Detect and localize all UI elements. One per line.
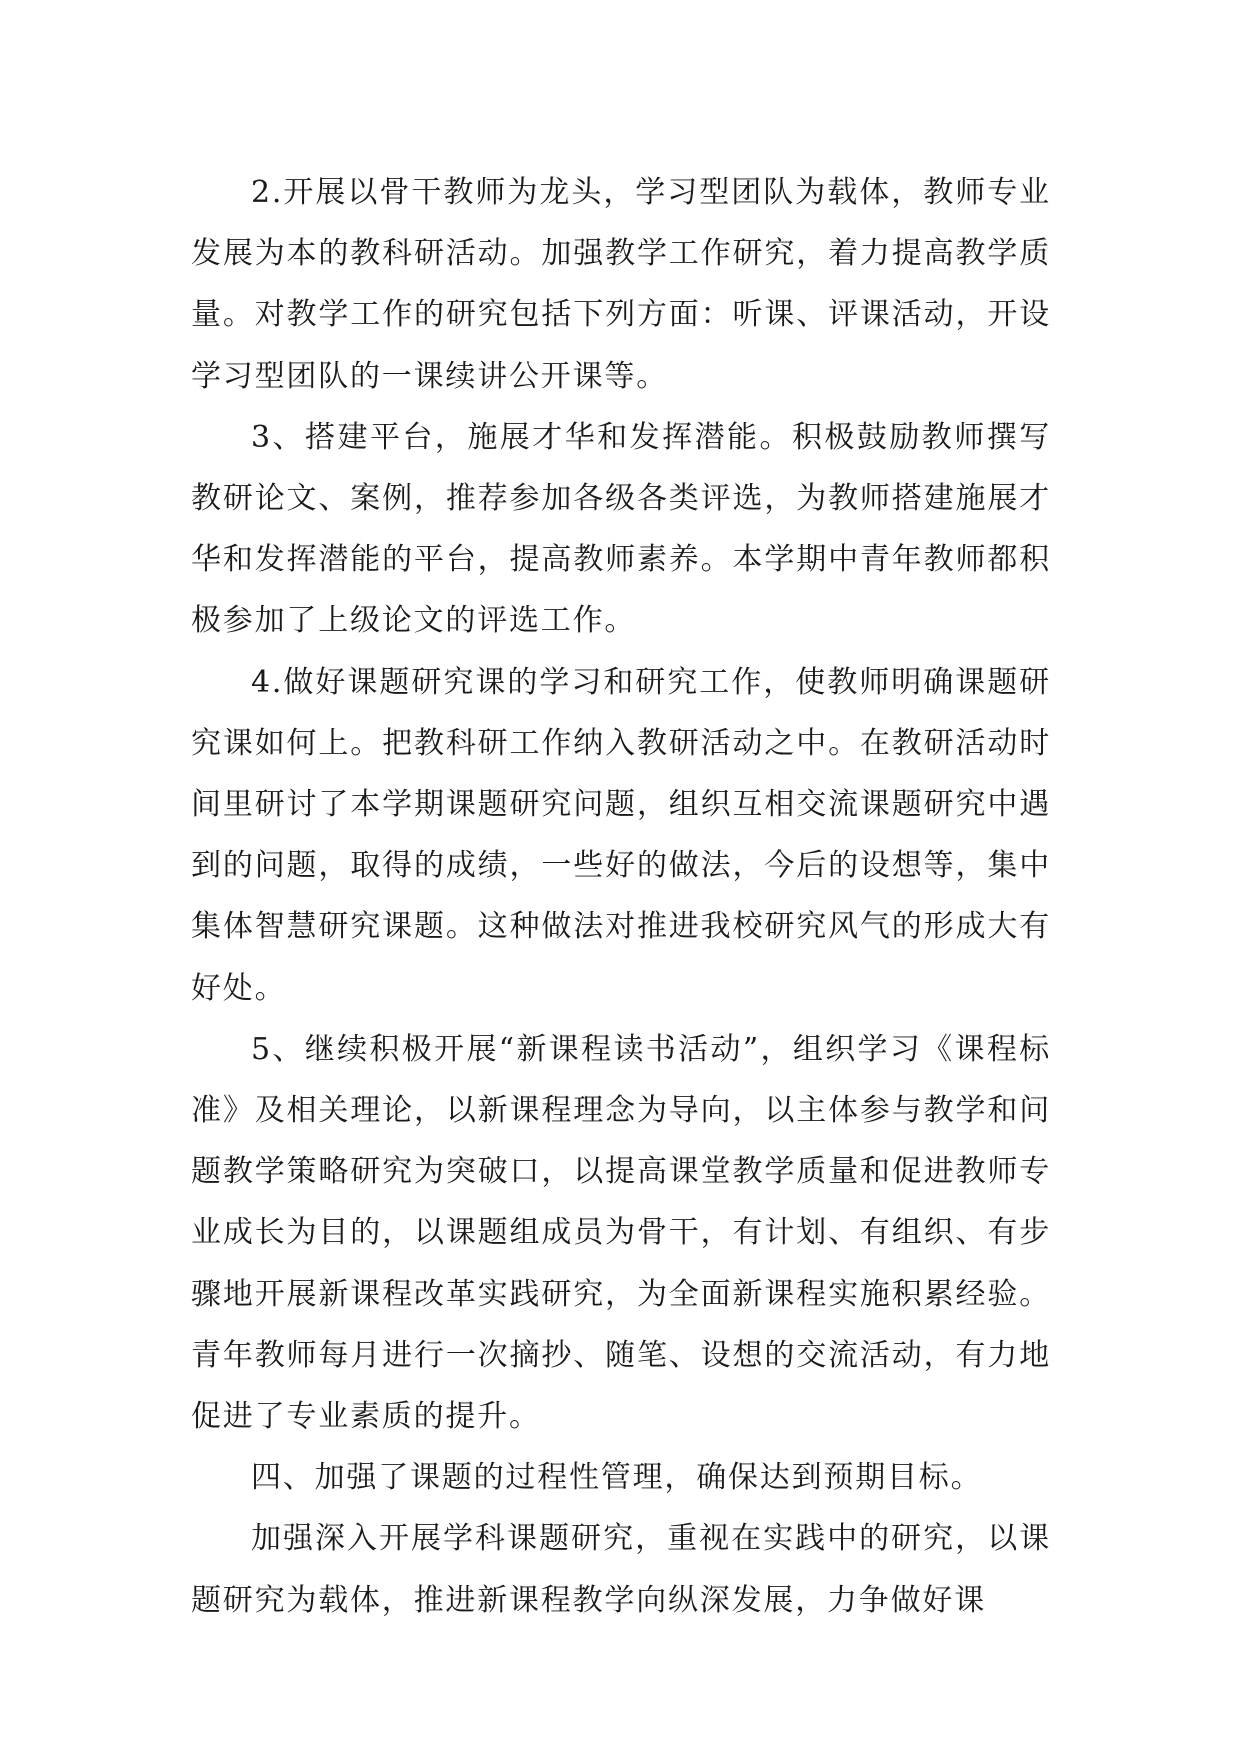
section-heading-4: 四、加强了课题的过程性管理，确保达到预期目标。 [251,1460,983,1496]
paragraph-item-2: 2.开展以骨干教师为龙头，学习型团队为载体，教师专业发展为本的教科研活动。加强教学工作研究，着力提高教学质量。对教学工作的研究包括下列方面：听课、评课活动，开设学习型团队的一课续讲公开课等。 [191,175,1051,394]
paragraph-item-4: 4.做好课题研究课的学习和研究工作，使教师明确课题研究课如何上。把教科研工作纳入教研活动之中。在教研活动时间里研讨了本学期课题研究问题，组织互相交流课题研究中遇到的问题，取得的成绩，一些好的做法，今后的设想等，集中集体智慧研究课题。这种做法对推进我校研究风气的形成大有好处。 [191,664,1051,1006]
document-body [191,162,1051,1631]
paragraph-continuation: 加强深入开展学科课题研究，重视在实践中的研究，以课题研究为载体，推进新课程教学向纵深发展，力争做好课 [191,1521,1051,1618]
paragraph-item-5: 5、继续积极开展“新课程读书活动”，组织学习《课程标准》及相关理论，以新课程理念为导向，以主体参与教学和问题教学策略研究为突破口，以提高课堂教学质量和促进教师专业成长为目的，以课题组成员为骨干，有计划、有组织、有步骤地开展新课程改革实践研究，为全面新课程实施积累经验。青年教师每月进行一次摘抄、随笔、设想的交流活动，有力地促进了专业素质的提升。 [191,1031,1051,1435]
paragraph-item-3: 3、搭建平台，施展才华和发挥潜能。积极鼓励教师撰写教研论文、案例，推荐参加各级各类评选，为教师搭建施展才华和发挥潜能的平台，提高教师素养。本学期中青年教师都积极参加了上级论文的评选工作。 [191,419,1051,639]
